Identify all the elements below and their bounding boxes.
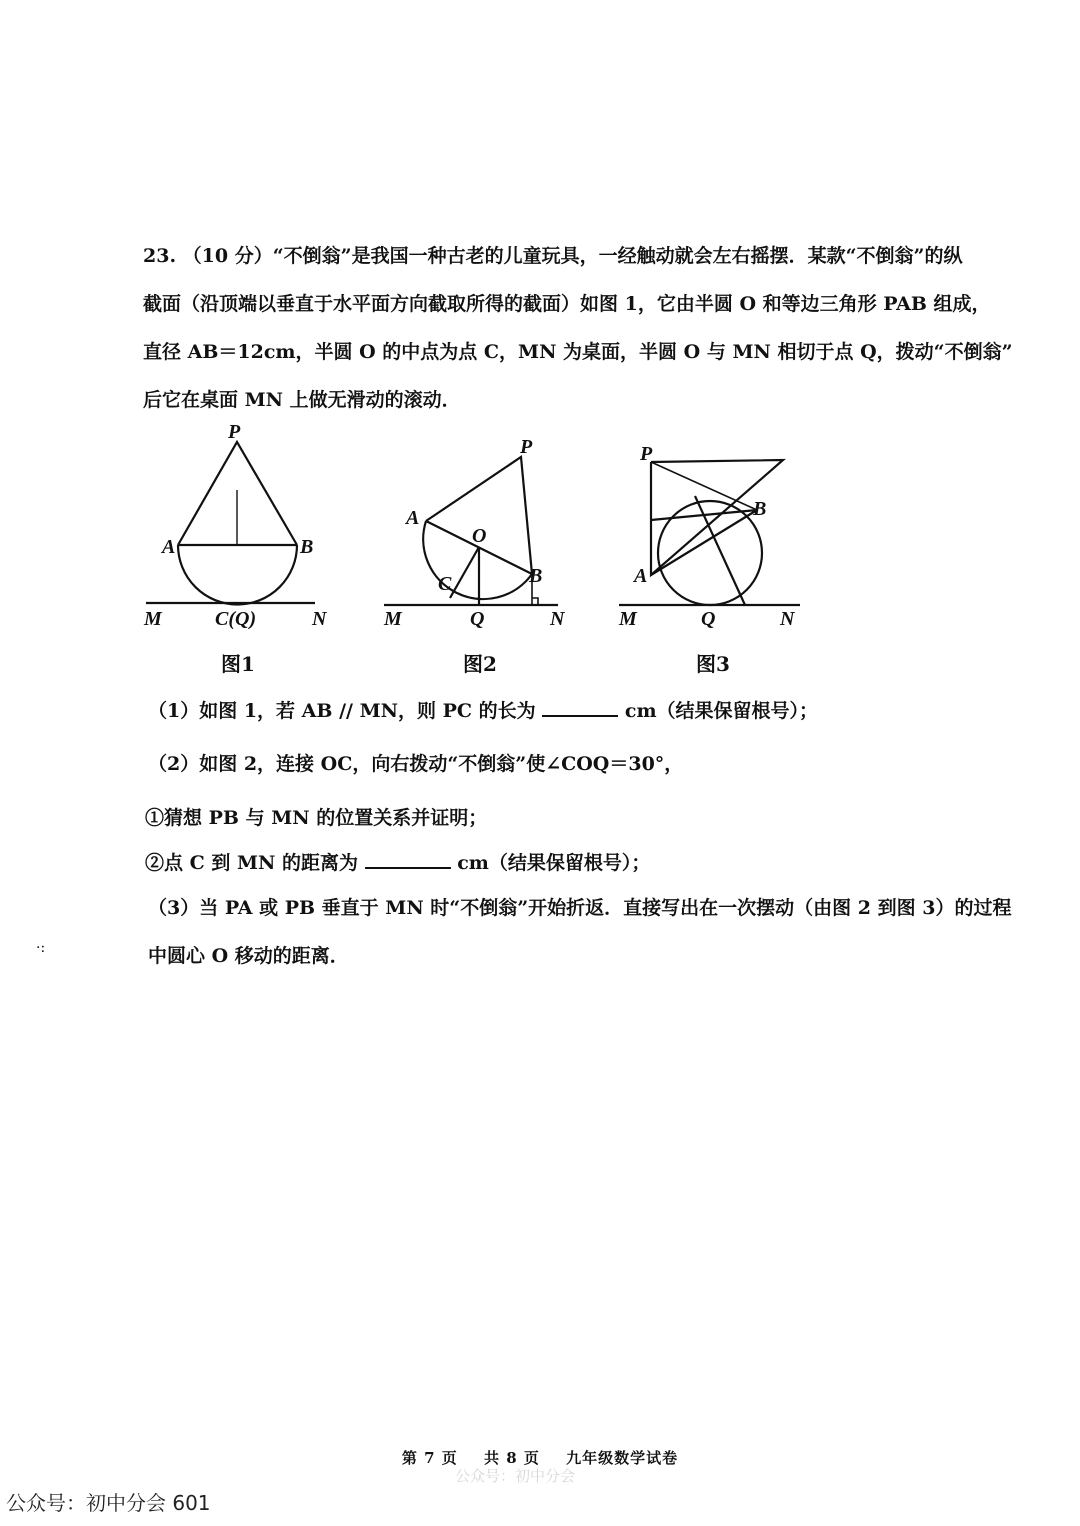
question-2-2-unit: cm（结果保留根号）； [457, 852, 651, 874]
fig3-label-m: M [619, 608, 637, 630]
fig3-label-b: B [753, 498, 767, 520]
fig2-label-b: B [529, 565, 543, 587]
figure-1-caption: 图1 [221, 652, 255, 676]
figure-2 [378, 420, 578, 676]
figure-2-diagram [378, 420, 578, 635]
fig3-label-p: P [640, 443, 653, 465]
figure-1-diagram [140, 420, 340, 635]
question-2: （2）如图 2，连接 OC，向右拨动“不倒翁”使∠COQ＝30°， [148, 753, 684, 775]
fig1-label-a: A [162, 536, 176, 558]
fig1-label-m: M [144, 608, 162, 630]
figure-1 [140, 420, 340, 676]
fig1-semicircle [178, 545, 297, 605]
fig3-diameter-ab [651, 510, 757, 575]
figures-row [0, 420, 1080, 690]
fig3-label-n: N [780, 608, 795, 630]
figure-3-diagram [615, 420, 815, 635]
fig3-label-q: Q [701, 608, 716, 630]
question-1 [148, 696, 818, 723]
fig2-label-c: C [438, 573, 452, 595]
question-1-blank [542, 697, 618, 717]
fig2-label-q: Q [470, 608, 485, 630]
problem-line-2: 截面（沿顶端以垂直于水平面方向截取所得的截面）如图 1，它由半圆 O 和等边三角形 PAB 组成， [143, 293, 991, 315]
fig3-segment-pb [651, 462, 757, 510]
fig1-label-b: B [300, 536, 314, 558]
fig1-label-cq: C(Q) [215, 608, 257, 630]
fig1-label-p: P [228, 421, 241, 443]
problem-line-3: 直径 AB＝12cm，半圆 O 的中点为点 C，MN 为桌面，半圆 O 与 MN 相切于点 Q，拨动“不倒翁” [143, 341, 1013, 363]
fig2-label-a: A [406, 507, 420, 529]
question-1-unit: cm（结果保留根号）； [624, 700, 819, 722]
footer-title: 九年级数学试卷 [566, 1449, 679, 1467]
stray-mark: ·: [36, 940, 46, 956]
figure-3 [615, 420, 815, 676]
fig2-segment-oc [450, 547, 479, 598]
problem-line-1: 23. （10 分）“不倒翁”是我国一种古老的儿童玩具，一经触动就会左右摇摆．某款“不倒翁”的纵 [143, 245, 963, 267]
figure-2-caption: 图2 [463, 652, 497, 676]
question-2-2 [145, 848, 650, 875]
fig2-label-o: O [472, 525, 487, 547]
fig2-label-m: M [384, 608, 402, 630]
figure-3-caption: 图3 [696, 652, 730, 676]
fig2-label-n: N [550, 608, 565, 630]
problem-line-4: 后它在桌面 MN 上做无滑动的滚动． [143, 389, 461, 411]
fig2-label-p: P [520, 436, 533, 458]
question-2-2-blank [365, 849, 451, 869]
question-3-line-2: 中圆心 O 移动的距离． [148, 945, 349, 967]
question-2-1: ①猜想 PB 与 MN 的位置关系并证明； [145, 807, 488, 829]
footer-page-total: 共 8 页 [483, 1449, 540, 1467]
question-2-2-text: ②点 C 到 MN 的距离为 [145, 852, 358, 874]
fig3-label-a: A [634, 565, 648, 587]
fig1-label-n: N [312, 608, 327, 630]
footer-page-number: 第 7 页 [401, 1449, 458, 1467]
problem-statement [143, 232, 1053, 424]
source-watermark: 公众号：初中分会 601 [6, 1491, 211, 1515]
question-1-text: （1）如图 1，若 AB // MN，则 PC 的长为 [148, 700, 536, 722]
question-3-line-1: （3）当 PA 或 PB 垂直于 MN 时“不倒翁”开始折返．直接写出在一次摆动（由图 2 到图 3）的过程 [148, 897, 1012, 919]
faint-watermark: 公众号：初中分会 [455, 1467, 576, 1485]
